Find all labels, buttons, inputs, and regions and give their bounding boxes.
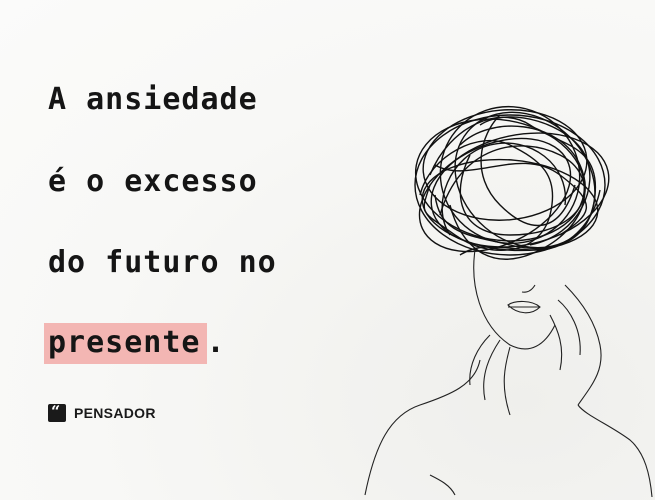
quote-line-1: A ansiedade [48, 82, 258, 117]
quote-line-2: é o excesso [48, 164, 258, 199]
quote-line-3: do futuro no [48, 245, 277, 280]
scribble-hair-icon [401, 85, 622, 276]
body-outline-icon [365, 360, 652, 497]
brand-logo[interactable] [48, 404, 156, 422]
brand-name: PENSADOR [74, 405, 156, 421]
quote-mark-icon: “ [48, 404, 66, 422]
face-outline-icon [474, 250, 555, 349]
quote-period: . [206, 325, 226, 360]
quote-line-4 [48, 323, 226, 363]
woman-illustration [360, 85, 655, 500]
highlighted-word: presente [44, 323, 207, 364]
